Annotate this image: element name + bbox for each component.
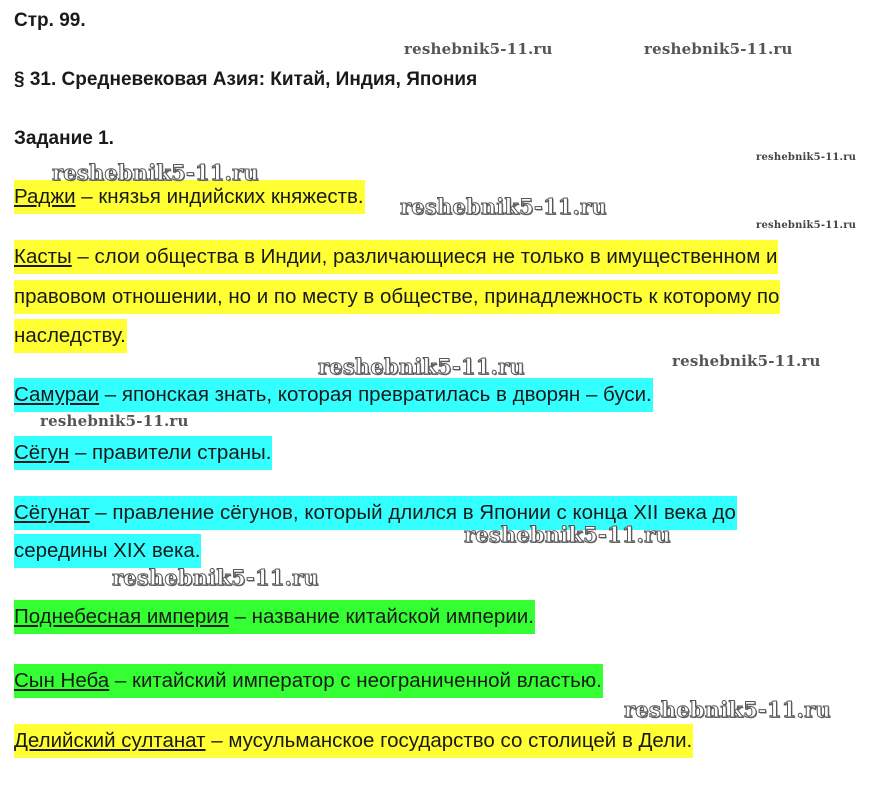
- term-radzhi: Раджи: [14, 185, 76, 208]
- definition-highlight: [14, 600, 535, 634]
- watermark: reshebnik5-11.ru: [52, 160, 259, 185]
- watermark: reshebnik5-11.ru: [40, 412, 189, 430]
- definition-text: правовом отношении, но и по месту в обществе, принадлежность к которому по: [14, 285, 780, 308]
- watermark: reshebnik5-11.ru: [318, 354, 525, 379]
- term-kasty: Касты: [14, 245, 72, 268]
- definition-text: – китайский император с неограниченной властью.: [109, 669, 602, 692]
- definition-highlight: [14, 664, 603, 698]
- term-samurai: Самураи: [14, 383, 100, 406]
- watermark: reshebnik5-11.ru: [756, 220, 857, 231]
- definition-text: – князья индийских княжеств.: [75, 185, 364, 208]
- definition-highlight: [14, 724, 693, 758]
- definition-highlight: [14, 534, 201, 568]
- watermark: reshebnik5-11.ru: [672, 352, 821, 370]
- definition-highlight: [14, 319, 127, 353]
- term-syn-neba: Сын Неба: [14, 669, 110, 692]
- definition-highlight: [14, 280, 780, 314]
- definition-highlight: [14, 180, 365, 214]
- definition-kasty-line1: [14, 237, 778, 276]
- definition-deliyskiy: [14, 721, 693, 760]
- definition-text: наследству.: [14, 324, 126, 347]
- definition-podnebesnaya: [14, 597, 535, 636]
- watermark: reshebnik5-11.ru: [464, 522, 671, 547]
- page-number: Стр. 99.: [14, 10, 86, 31]
- definition-kasty-line3: [14, 316, 127, 355]
- definition-syn-neba: [14, 661, 603, 700]
- task-title: Задание 1.: [14, 128, 114, 149]
- term-segun: Сёгун: [14, 441, 70, 464]
- watermark: reshebnik5-11.ru: [624, 697, 831, 722]
- term-segunat: Сёгунат: [14, 501, 90, 524]
- definition-text: – мусульманское государство со столицей в Дели.: [205, 729, 693, 752]
- definition-kasty-line2: [14, 277, 780, 316]
- definition-samurai: [14, 375, 653, 414]
- definition-text: – название китайской империи.: [228, 605, 534, 628]
- watermark: reshebnik5-11.ru: [112, 565, 319, 590]
- watermark: reshebnik5-11.ru: [644, 40, 793, 58]
- definition-highlight: [14, 436, 272, 470]
- definition-text: – правители страны.: [69, 441, 272, 464]
- definition-highlight: [14, 378, 653, 412]
- term-podnebesnaya: Поднебесная империя: [14, 605, 229, 628]
- section-title: § 31. Средневековая Азия: Китай, Индия, Япония: [14, 69, 478, 90]
- watermark: reshebnik5-11.ru: [756, 152, 857, 163]
- definition-text: – японская знать, которая превратилась в дворян – буси.: [99, 383, 652, 406]
- watermark: reshebnik5-11.ru: [400, 194, 607, 219]
- definition-segun: [14, 433, 272, 472]
- definition-text: – слои общества в Индии, различающиеся не только в имущественном и: [71, 245, 778, 268]
- watermark: reshebnik5-11.ru: [404, 40, 553, 58]
- definition-text: середины XIX века.: [14, 539, 201, 562]
- definition-highlight: [14, 240, 778, 274]
- definition-text: – правление сёгунов, который длился в Японии с конца XII века до: [89, 501, 736, 524]
- term-deliyskiy: Делийский султанат: [14, 729, 206, 752]
